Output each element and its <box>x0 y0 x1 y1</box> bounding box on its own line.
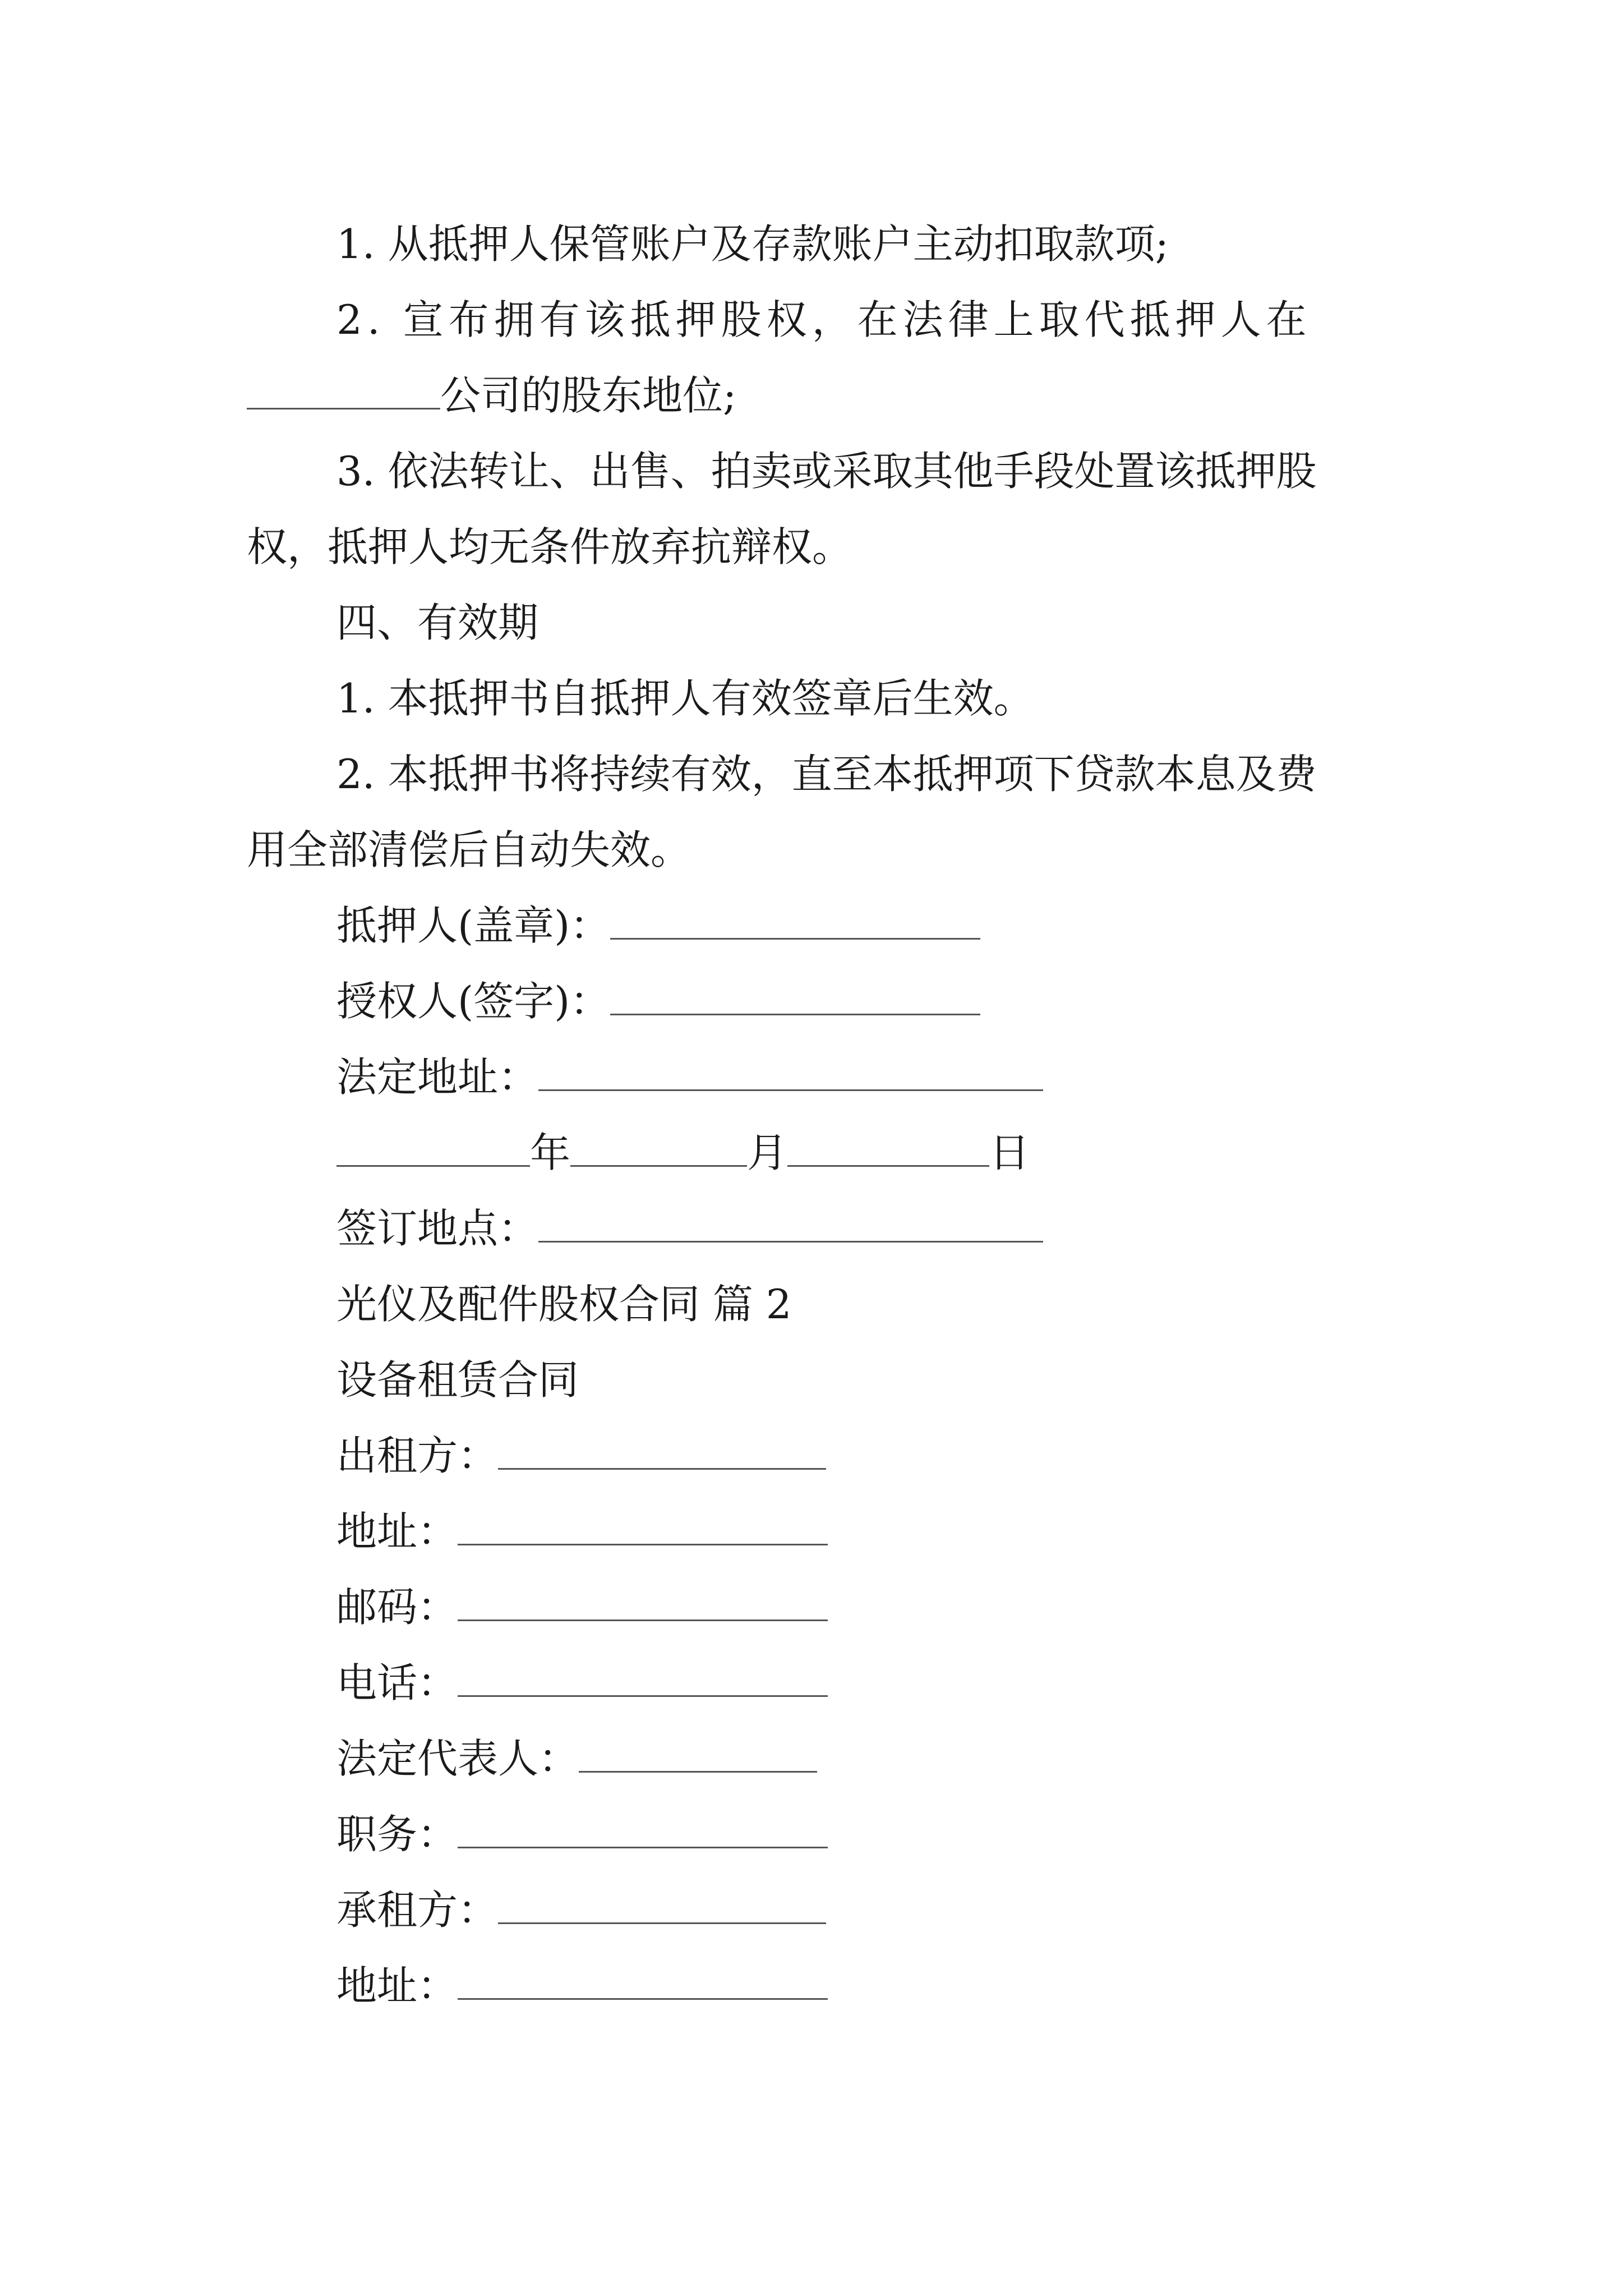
legal-address-label: 法定地址： <box>336 1053 539 1101</box>
validity-2-text: 2. 本抵押书将持续有效，直至本抵押项下贷款本息及费 <box>336 751 1317 798</box>
position-blank <box>458 1811 828 1848</box>
legal-rep-blank <box>579 1735 817 1773</box>
phone-blank <box>458 1659 828 1697</box>
clause-3-cont-line <box>247 519 852 575</box>
phone-label: 电话： <box>336 1659 458 1706</box>
company-name-blank <box>247 372 440 409</box>
lessor-address-blank <box>458 1508 828 1545</box>
lessee-address-label: 地址： <box>336 1962 458 2009</box>
legal-address-line <box>336 1049 1043 1105</box>
clause-2-cont-line <box>247 367 736 424</box>
clause-1-line <box>336 216 1169 272</box>
month-blank <box>570 1129 747 1167</box>
mortgagor-seal-label: 抵押人(盖章)： <box>336 902 611 949</box>
clause-3-text: 3. 依法转让、出售、拍卖或采取其他手段处置该抵押股 <box>336 448 1317 495</box>
position-label: 职务： <box>336 1811 458 1858</box>
validity-2-cont-text: 用全部清偿后自动失效。 <box>247 826 691 873</box>
contract-heading-line <box>336 1276 792 1332</box>
lessee-line <box>336 1882 826 1938</box>
validity-1-line <box>336 670 1034 726</box>
signing-place-blank <box>538 1205 1043 1243</box>
contract-title-text: 设备租赁合同 <box>336 1356 579 1404</box>
validity-2-line <box>336 746 1317 802</box>
lessor-address-label: 地址： <box>336 1508 458 1555</box>
validity-2-cont-line <box>247 822 691 878</box>
legal-rep-label: 法定代表人： <box>336 1735 579 1782</box>
postcode-blank <box>458 1584 828 1621</box>
position-line <box>336 1806 828 1862</box>
day-label: 日 <box>989 1129 1030 1176</box>
signing-place-label: 签订地点： <box>336 1205 539 1252</box>
day-blank <box>787 1129 989 1167</box>
lessor-blank <box>498 1432 826 1470</box>
lessee-address-line <box>336 1958 828 2014</box>
mortgagor-seal-line <box>336 898 980 954</box>
lessor-address-line <box>336 1503 828 1559</box>
authorizer-sign-blank <box>610 978 980 1015</box>
contract-title-line <box>336 1352 579 1408</box>
clause-3-cont-text: 权，抵押人均无条件放弃抗辩权。 <box>247 523 853 570</box>
legal-address-blank <box>538 1053 1043 1091</box>
postcode-line <box>336 1579 828 1635</box>
contract-heading-text: 光仪及配件股权合同 篇 2 <box>336 1281 792 1328</box>
postcode-label: 邮码： <box>336 1584 458 1631</box>
clause-1-text: 1. 从抵押人保管账户及存款账户主动扣取款项; <box>336 220 1169 268</box>
lessor-label: 出租方： <box>336 1432 499 1479</box>
mortgagor-seal-blank <box>610 902 980 940</box>
year-blank <box>336 1129 530 1167</box>
lessee-address-blank <box>458 1962 828 2000</box>
lessee-label: 承租方： <box>336 1887 499 1934</box>
year-label: 年 <box>530 1129 571 1176</box>
legal-rep-line <box>336 1731 817 1787</box>
month-label: 月 <box>747 1129 788 1176</box>
clause-2-text: 2. 宣布拥有该抵押股权，在法律上取代抵押人在 <box>336 296 1312 343</box>
phone-line <box>336 1655 828 1711</box>
authorizer-sign-line <box>336 973 980 1029</box>
authorizer-sign-label: 授权人(签字)： <box>336 978 611 1025</box>
section-heading <box>336 595 538 651</box>
date-line <box>336 1125 1030 1181</box>
lessee-blank <box>498 1887 826 1924</box>
validity-1-text: 1. 本抵押书自抵押人有效签章后生效。 <box>336 675 1034 722</box>
clause-2-cont-text: 公司的股东地位; <box>440 372 737 419</box>
lessor-line <box>336 1428 826 1484</box>
signing-place-line <box>336 1200 1043 1257</box>
section-heading-text: 四、有效期 <box>336 599 539 646</box>
clause-3-line <box>336 443 1317 499</box>
clause-2-line <box>336 292 1312 348</box>
